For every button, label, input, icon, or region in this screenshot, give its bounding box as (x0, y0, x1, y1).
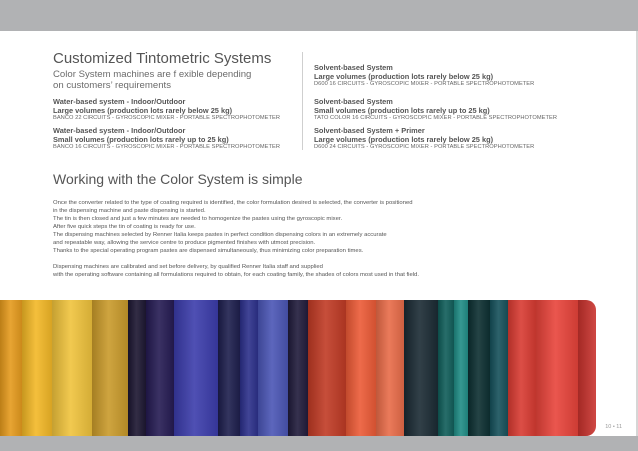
top-gray-band (0, 0, 638, 31)
column-divider (302, 52, 303, 150)
system-title: Water-based system - Indoor/Outdoor (53, 126, 186, 135)
system-detail: BANCO 16 CIRCUITS - GYROSCOPIC MIXER - PORTABLE SPECTROPHOTOMETER (53, 144, 280, 151)
paste-stripe (240, 300, 259, 436)
paste-stripe (146, 300, 175, 436)
paste-stripe (454, 300, 469, 436)
paste-stripe (128, 300, 147, 436)
system-title: Water-based system - Indoor/Outdoor (53, 97, 186, 106)
paste-stripe (308, 300, 347, 436)
paste-stripe (0, 300, 23, 436)
system-solvent-small (314, 98, 557, 122)
paste-stripe (22, 300, 53, 436)
paste-stripe (490, 300, 509, 436)
color-paste-photo (0, 300, 596, 436)
subtitle-line: on customers’ requirements (53, 80, 172, 91)
paste-stripe (346, 300, 377, 436)
page-number: 10 • 11 (605, 424, 622, 430)
paste-stripe (468, 300, 491, 436)
system-volume: Large volumes (production lots rarely below 25 kg) (314, 134, 494, 144)
system-solvent-primer (314, 127, 534, 151)
paste-stripe (92, 300, 129, 436)
system-water-small (53, 127, 280, 151)
paste-stripe (508, 300, 537, 436)
page-title: Customized Tintometric Systems (53, 50, 272, 67)
paste-stripe (288, 300, 309, 436)
paste-stripe (438, 300, 455, 436)
body-text (53, 199, 573, 279)
paragraph-gap (53, 255, 573, 263)
body-line: The dispensing machines selected by Renner Italia keeps pastes in perfect condition dispensing colors in an extremely accurate (53, 232, 387, 238)
system-volume: Large volumes (production lots rarely below 25 kg) (314, 71, 494, 81)
system-volume: Small volumes (production lots rarely up to 25 kg) (314, 105, 490, 115)
system-volume: Large volumes (production lots rarely below 25 kg) (53, 105, 233, 115)
body-line: Thanks to the special operating program pastes are dispensed simultaneously, thus minimizing color preparation times. (53, 248, 364, 254)
body-line: After five quick steps the tin of coating is ready for use. (53, 224, 196, 230)
body-line: and repeatable way, allowing the service centre to produce pigmented finishes with utmost precision. (53, 240, 316, 246)
paste-stripe (536, 300, 579, 436)
paste-stripe (218, 300, 241, 436)
paste-stripe (52, 300, 93, 436)
system-detail: BANCO 22 CIRCUITS - GYROSCOPIC MIXER - PORTABLE SPECTROPHOTOMETER (53, 115, 280, 122)
page-subtitle (53, 69, 293, 91)
system-detail: D600 24 CIRCUITS - GYROSCOPIC MIXER - PORTABLE SPECTROPHOTOMETER (314, 144, 535, 151)
system-solvent-large (314, 64, 534, 88)
paste-stripe (174, 300, 219, 436)
system-title: Solvent-based System + Primer (314, 126, 425, 135)
system-water-large (53, 98, 280, 122)
system-detail: D600 16 CIRCUITS - GYROSCOPIC MIXER - PORTABLE SPECTROPHOTOMETER (314, 81, 535, 88)
body-line: The tin is then closed and just a few minutes are needed to homogenize the pastes using the gyroscopic mixer. (53, 216, 343, 222)
header-block (53, 50, 293, 91)
paste-stripe (578, 300, 596, 436)
body-line: Dispensing machines are calibrated and set before delivery, by qualified Renner Italia staff and supplied (53, 264, 323, 270)
body-line: Once the converter related to the type of coating required is identified, the color formulation desired is selected, the converter is positioned (53, 200, 413, 206)
system-volume: Small volumes (production lots rarely up to 25 kg) (53, 134, 229, 144)
paste-stripe (258, 300, 289, 436)
system-detail: TATO COLOR 16 CIRCUITS - GYROSCOPIC MIXER - PORTABLE SPECTROPHOTOMETER (314, 115, 558, 122)
bottom-gray-band (0, 436, 638, 451)
paste-stripe (404, 300, 439, 436)
subtitle-line: Color System machines are f exible depending (53, 69, 252, 80)
paste-stripe (376, 300, 405, 436)
system-title: Solvent-based System (314, 97, 393, 106)
body-line: with the operating software containing all formulations required to obtain, for each coating family, the shades of colors most used in that field. (53, 272, 419, 278)
section-title: Working with the Color System is simple (53, 171, 303, 187)
body-line: in the dispensing machine and paste dispensing is started. (53, 208, 206, 214)
system-title: Solvent-based System (314, 63, 393, 72)
